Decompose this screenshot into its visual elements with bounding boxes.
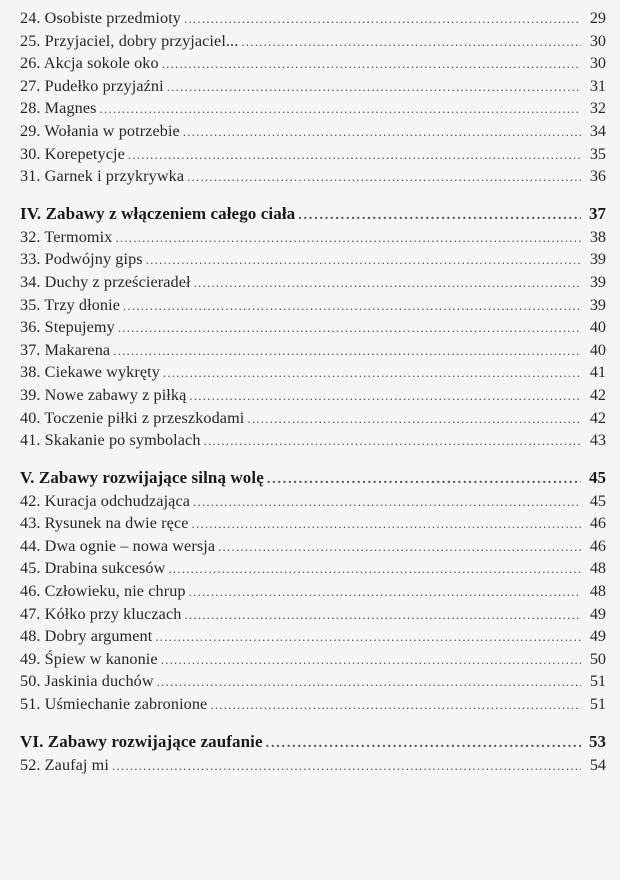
toc-entry-page: 51 [589, 672, 606, 691]
toc-entry-page: 54 [589, 755, 606, 774]
toc-entry-title: 48. Dobry argument [20, 627, 153, 646]
toc-entry-page: 46 [589, 514, 606, 533]
toc-entry [20, 30, 606, 53]
toc-entry-title: 40. Toczenie piłki z przeszkodami [20, 408, 245, 427]
toc-entry-page: 30 [589, 31, 606, 50]
toc-entry [20, 670, 606, 693]
toc-entry-title: 46. Człowieku, nie chrup [20, 582, 186, 601]
toc-entry-page: 42 [589, 385, 606, 404]
dot-leader [123, 295, 581, 318]
toc-entry-page: 42 [589, 408, 606, 427]
toc-entry-title: 38. Ciekawe wykręty [20, 363, 160, 382]
dot-leader [162, 53, 581, 76]
toc-section-heading [20, 202, 606, 226]
toc-entry [20, 120, 606, 143]
dot-leader [187, 166, 581, 189]
toc-entry [20, 361, 606, 384]
dot-leader [183, 121, 581, 144]
toc-entry [20, 384, 606, 407]
toc-entry-title: 24. Osobiste przedmioty [20, 9, 182, 27]
toc-entry-page: 40 [589, 318, 606, 337]
toc-entry-page: 32 [589, 99, 606, 118]
dot-leader [112, 755, 581, 778]
toc-entry-title: 42. Kuracja odchudzająca [20, 491, 191, 510]
toc-entry [20, 429, 606, 452]
toc-entry [20, 165, 606, 188]
toc-entry [20, 648, 606, 671]
toc-entry [20, 271, 606, 294]
dot-leader [241, 31, 581, 54]
dot-leader [167, 76, 581, 99]
toc-entry-page: 39 [589, 250, 606, 269]
toc-entry [20, 490, 606, 513]
toc-section-heading [20, 466, 606, 490]
toc-entry-title: 30. Korepetycje [20, 144, 125, 163]
toc-entry [20, 52, 606, 75]
toc-entry [20, 316, 606, 339]
toc-entry-title: 43. Rysunek na dwie ręce [20, 514, 189, 533]
dot-leader [267, 468, 581, 492]
toc-entry [20, 603, 606, 626]
toc-entry-page: 40 [589, 340, 606, 359]
dot-leader [157, 671, 581, 694]
toc-entry-title: 27. Pudełko przyjaźni [20, 76, 164, 95]
toc-entry-title: 41. Skakanie po symbolach [20, 431, 201, 450]
toc-entry-title: 45. Drabina sukcesów [20, 559, 166, 578]
toc-entry [20, 75, 606, 98]
toc-section-continued [20, 7, 606, 188]
toc-entry [20, 226, 606, 249]
toc-entry [20, 407, 606, 430]
toc-entry-page: 30 [589, 54, 606, 73]
toc-entry-title: 36. Stepujemy [20, 318, 115, 337]
toc-entry-page: 49 [589, 627, 606, 646]
toc-entry-title: 33. Podwójny gips [20, 250, 143, 269]
dot-leader [189, 581, 581, 604]
toc-entry-title: 44. Dwa ognie – nowa wersja [20, 536, 216, 555]
toc-heading-page: 53 [589, 731, 606, 751]
toc-entry [20, 557, 606, 580]
toc-entry [20, 535, 606, 558]
dot-leader [161, 649, 581, 672]
dot-leader [155, 626, 581, 649]
dot-leader [118, 317, 581, 340]
toc-entry [20, 625, 606, 648]
toc-entry [20, 754, 606, 777]
toc-entry-page: 34 [589, 121, 606, 140]
dot-leader [218, 536, 581, 559]
toc-entry [20, 580, 606, 603]
toc-entry-title: 31. Garnek i przykrywka [20, 167, 185, 186]
toc-section-iv [20, 202, 606, 452]
dot-leader [266, 732, 581, 756]
toc-entry-title: 28. Magnes [20, 99, 97, 118]
dot-leader [193, 491, 581, 514]
toc-entry-page: 48 [589, 559, 606, 578]
dot-leader [184, 8, 581, 31]
toc-entry-title: 49. Śpiew w kanonie [20, 649, 158, 668]
toc-entry [20, 97, 606, 120]
dot-leader [189, 385, 581, 408]
dot-leader [184, 604, 581, 627]
dot-leader [163, 362, 581, 385]
toc-heading-title: V. Zabawy rozwijające silną wolę [20, 467, 264, 487]
toc-entry-page: 49 [589, 604, 606, 623]
toc-entry-page: 50 [589, 649, 606, 668]
toc-entry-title: 35. Trzy dłonie [20, 295, 120, 314]
toc-entry-title: 52. Zaufaj mi [20, 755, 109, 774]
toc-entry-page: 39 [589, 295, 606, 314]
toc-entry-title: 25. Przyjaciel, dobry przyjaciel... [20, 31, 239, 50]
toc-entry [20, 693, 606, 716]
toc-entry-page: 36 [589, 167, 606, 186]
toc-entry-page: 31 [589, 76, 606, 95]
toc-section-heading [20, 730, 606, 754]
dot-leader [128, 144, 581, 167]
toc-entry-title: 29. Wołania w potrzebie [20, 121, 180, 140]
toc-entry-title: 26. Akcja sokole oko [20, 54, 159, 73]
toc-entry-page: 51 [589, 695, 606, 714]
toc-heading-page: 37 [589, 203, 606, 223]
toc-entry-title: 37. Makarena [20, 340, 111, 359]
toc-section-v [20, 466, 606, 716]
dot-leader [210, 694, 581, 717]
toc-entry-page: 48 [589, 582, 606, 601]
toc-entry [20, 294, 606, 317]
dot-leader [146, 249, 581, 272]
toc-entry [20, 512, 606, 535]
dot-leader [298, 204, 581, 228]
toc-entry-title: 39. Nowe zabawy z piłką [20, 385, 187, 404]
toc-entry-title: 32. Termomix [20, 227, 113, 246]
toc-heading-title: VI. Zabawy rozwijające zaufanie [20, 731, 263, 751]
toc-entry-title: 34. Duchy z prześcieradeł [20, 272, 191, 291]
toc-entry [20, 143, 606, 166]
toc-entry-page: 29 [589, 9, 606, 27]
toc-entry-page: 39 [589, 272, 606, 291]
toc-entry-page: 43 [589, 431, 606, 450]
toc-section-vi [20, 730, 606, 777]
toc-entry-page: 46 [589, 536, 606, 555]
toc-entry-title: 50. Jaskinia duchów [20, 672, 154, 691]
toc-entry-page: 45 [589, 491, 606, 510]
dot-leader [204, 430, 581, 453]
dot-leader [168, 558, 581, 581]
dot-leader [113, 340, 581, 363]
toc-heading-title: IV. Zabawy z włączeniem całego ciała [20, 203, 296, 223]
toc-entry [20, 248, 606, 271]
dot-leader [194, 272, 581, 295]
toc-entry-page: 35 [589, 144, 606, 163]
toc-heading-page: 45 [589, 467, 606, 487]
dot-leader [247, 408, 581, 431]
toc-entry-page: 38 [589, 227, 606, 246]
dot-leader [115, 227, 581, 250]
dot-leader [100, 98, 581, 121]
toc-entry-title: 47. Kółko przy kluczach [20, 604, 182, 623]
toc-entry-page: 41 [589, 363, 606, 382]
dot-leader [192, 513, 581, 536]
toc-entry [20, 7, 606, 30]
toc-entry-title: 51. Uśmiechanie zabronione [20, 695, 208, 714]
toc-entry [20, 339, 606, 362]
